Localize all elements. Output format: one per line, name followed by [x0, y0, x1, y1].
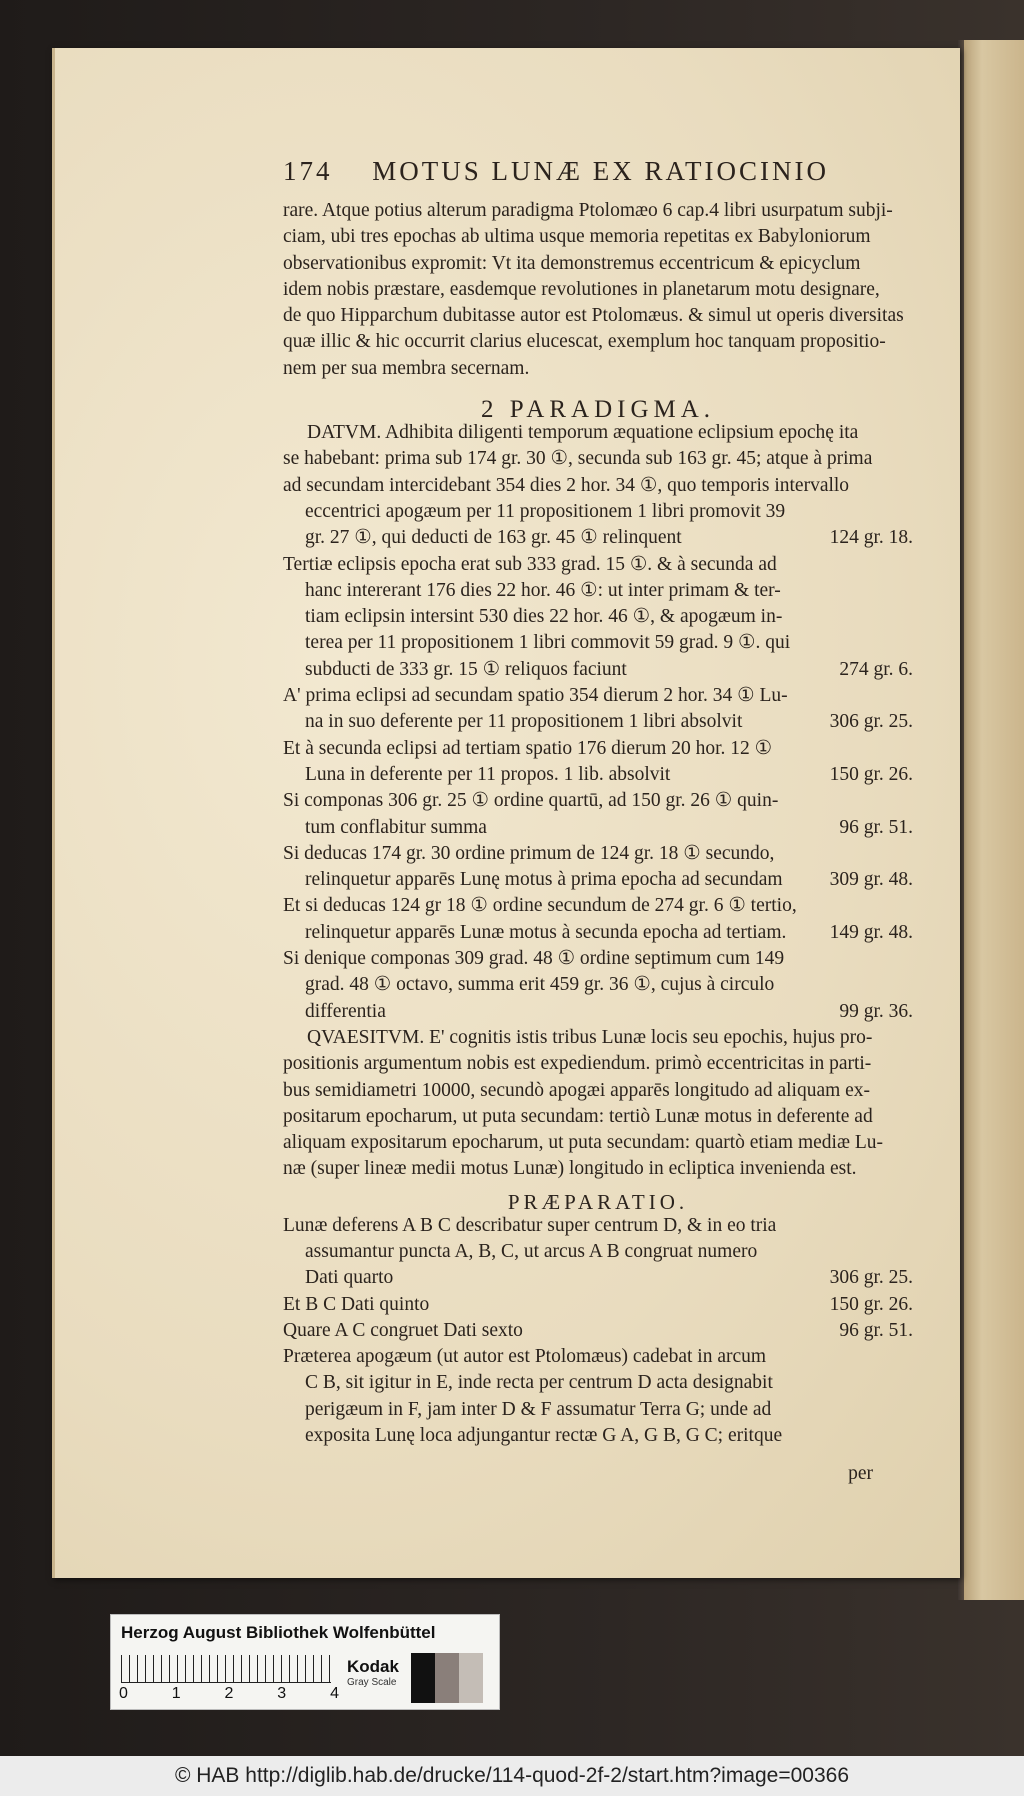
datum-line-text: Si componas 306 gr. 25 ① ordine quartū, ad 150 gr. 26 ① quin-: [283, 790, 779, 812]
datum-line-value: 274 gr. 6.: [839, 658, 913, 680]
datum-line: [283, 999, 913, 1025]
intro-line: de quo Hipparchum dubitasse autor est Ptolomæus. & simul ut operis diversitas: [283, 305, 904, 327]
praeparatio-line-text: Quare A C congruet Dati sexto: [283, 1319, 523, 1341]
datum-line: [283, 525, 913, 551]
praeparatio-line-value: [823, 1423, 913, 1449]
datum-line-value: [823, 736, 913, 762]
datum-line-text: Si deducas 174 gr. 30 ordine primum de 124 gr. 18 ① secundo,: [283, 842, 775, 864]
scale-ruler: [121, 1655, 331, 1683]
datum-line: [283, 920, 913, 946]
quaesitum-line: aliquam expositarum epocharum, ut puta secundam: quartò etiam mediæ Lu-: [283, 1132, 883, 1154]
datum-line-text: tiam eclipsin intersint 530 dies 22 hor. 46 ①, & apogæum in-: [305, 606, 783, 628]
intro-line: observationibus expromit: Vt ita demonstremus eccentricum & epicyclum: [283, 252, 861, 274]
praeparatio-line-value: 96 gr. 51.: [839, 1319, 913, 1341]
datum-line-value: [823, 499, 913, 525]
quaesitum-line: positarum epocharum, ut puta secundam: tertiò Lunæ motus in deferente ad: [283, 1105, 873, 1127]
praeparatio-line-value: 306 gr. 25.: [829, 1267, 913, 1289]
datum-line: [283, 657, 913, 683]
datum-line-value: 150 gr. 26.: [829, 763, 913, 785]
datum-line-value: 306 gr. 25.: [829, 711, 913, 733]
datum-line-value: [823, 604, 913, 630]
datum-line: [283, 762, 913, 788]
quaesitum-line: næ (super lineæ medii motus Lunæ) longitudo in ecliptica invenienda est.: [283, 1158, 857, 1180]
datum-line-text: se habebant: prima sub 174 gr. 30 ①, secunda sub 163 gr. 45; atque à prima: [283, 448, 873, 470]
datum-line: [283, 815, 913, 841]
datum-line-value: [823, 946, 913, 972]
copyright-footer[interactable]: © HAB http://diglib.hab.de/drucke/114-quod-2f-2/start.htm?image=00366: [0, 1756, 1024, 1796]
datum-line: [283, 446, 913, 472]
ruler-number: 2: [224, 1685, 234, 1702]
praeparatio-line: [283, 1344, 913, 1370]
datum-line-value: [858, 420, 913, 446]
intro-paragraph: [283, 198, 913, 382]
praeparatio-line: [283, 1213, 913, 1239]
datum-line: [283, 893, 913, 919]
intro-line: idem nobis præstare, easdemque revolutiones in planetarum motu designare,: [283, 278, 880, 300]
quaesitum-section: [283, 1025, 913, 1183]
datum-line: [283, 867, 913, 893]
datum-line: [283, 709, 913, 735]
datum-line-text: ad secundam intercidebant 354 dies 2 hor. 34 ①, quo temporis intervallo: [283, 474, 850, 496]
praeparatio-line-value: [823, 1370, 913, 1396]
datum-line-value: [823, 972, 913, 998]
gray-swatch-mid: [435, 1653, 459, 1703]
paradigma-heading: 2 PARADIGMA.: [480, 396, 716, 424]
page-number: 174: [283, 156, 333, 186]
praeparatio-line-value: [823, 1344, 913, 1370]
ruler-number: 1: [171, 1685, 181, 1702]
datum-line: [283, 604, 913, 630]
running-title: MOTUS LUNÆ EX RATIOCINIO: [372, 156, 829, 186]
ruler-number: 0: [119, 1685, 128, 1702]
datum-line: [283, 420, 913, 446]
datum-line-text: Et si deducas 124 gr 18 ① ordine secundum de 274 gr. 6 ① tertio,: [283, 895, 797, 917]
gray-scale-label: Gray Scale: [347, 1677, 397, 1688]
intro-line: nem per sua membra secernam.: [283, 357, 530, 379]
praeparatio-line-value: [823, 1239, 913, 1265]
kodak-logo: Kodak: [347, 1657, 399, 1676]
datum-line-text: hanc intererant 176 dies 22 hor. 46 ①: ut inter primam & ter-: [305, 579, 781, 601]
running-header: [283, 156, 843, 190]
ruler-numbers: [119, 1685, 339, 1703]
praeparatio-line-value: 150 gr. 26.: [829, 1293, 913, 1315]
quaesitum-line: positionis argumentum nobis est expediendum. primò eccentricitas in parti-: [283, 1053, 872, 1075]
facing-page-edge: [964, 40, 1024, 1600]
praeparatio-line: [283, 1265, 913, 1291]
intro-line: quæ illic & hic occurrit clarius elucescat, exemplum hoc tanquam propositio-: [283, 331, 886, 353]
datum-line: [283, 972, 913, 998]
datum-line: [283, 946, 913, 972]
praeparatio-line-text: assumantur puncta A, B, C, ut arcus A B congruat numero: [305, 1240, 758, 1262]
praeparatio-line-text: perigæum in F, jam inter D & F assumatur Terra G; unde ad: [305, 1398, 772, 1420]
datum-line-text: relinquetur apparēs Lunæ motus à secunda epocha ad tertiam.: [305, 921, 787, 943]
datum-line: [283, 736, 913, 762]
intro-line: rare. Atque potius alterum paradigma Ptolomæo 6 cap.4 libri usurpatum subji-: [283, 200, 893, 221]
datum-line-value: 124 gr. 18.: [829, 527, 913, 549]
praeparatio-section: [283, 1213, 913, 1450]
praeparatio-line-text: Et B C Dati quinto: [283, 1293, 430, 1315]
datum-line: [283, 499, 913, 525]
datum-line-value: [823, 893, 913, 919]
praeparatio-line: [283, 1292, 913, 1318]
datum-line-text: A' prima eclipsi ad secundam spatio 354 dierum 2 hor. 34 ① Lu-: [283, 685, 788, 707]
praeparatio-line-value: [823, 1213, 913, 1239]
datum-line-text: relinquetur apparēs Lunę motus à prima epocha ad secundam: [305, 869, 783, 891]
datum-line-value: [823, 630, 913, 656]
datum-line-text: Luna in deferente per 11 propos. 1 lib. absolvit: [305, 763, 671, 785]
datum-line-value: [823, 578, 913, 604]
datum-line-text: Et à secunda eclipsi ad tertiam spatio 176 dierum 20 hor. 12 ①: [283, 737, 773, 759]
datum-line-text: differentia: [305, 1000, 386, 1022]
praeparatio-line: [283, 1397, 913, 1423]
datum-line-text: Tertiæ eclipsis epocha erat sub 333 grad. 15 ①. & à secunda ad: [283, 553, 777, 575]
datum-line-value: [823, 788, 913, 814]
praeparatio-line-text: Dati quarto: [305, 1267, 394, 1289]
datum-line: [283, 552, 913, 578]
ruler-number: 3: [277, 1685, 287, 1702]
datum-line-value: [849, 473, 913, 499]
gray-swatch-black: [411, 1653, 435, 1703]
datum-line-value: [823, 552, 913, 578]
praeparatio-line-text: Lunæ deferens A B C describatur super centrum D, & in eo tria: [283, 1214, 777, 1236]
datum-line-text: Si denique componas 309 grad. 48 ① ordine septimum cum 149: [283, 948, 785, 970]
praeparatio-line-text: exposita Lunę loca adjungantur rectæ G A, G B, G C; eritque: [305, 1425, 783, 1447]
datum-line-value: 99 gr. 36.: [839, 1000, 913, 1022]
datum-line-text: tum conflabitur summa: [305, 816, 487, 838]
praeparatio-line: [283, 1318, 913, 1344]
datum-line: [283, 473, 913, 499]
datum-line-value: [823, 841, 913, 867]
datum-line-value: [872, 446, 913, 472]
datum-line: [283, 683, 913, 709]
praeparatio-line-text: C B, sit igitur in E, inde recta per centrum D acta designabit: [305, 1372, 773, 1394]
catchword: per: [848, 1463, 873, 1485]
datum-line-text: subducti de 333 gr. 15 ① reliquos faciunt: [305, 658, 627, 680]
datum-line-value: 309 gr. 48.: [829, 869, 913, 891]
ruler-number: 4: [330, 1685, 339, 1702]
library-color-card: [110, 1614, 500, 1710]
datum-line-text: terea per 11 propositionem 1 libri commovit 59 grad. 9 ①. qui: [305, 632, 791, 654]
datum-line-text: gr. 27 ①, qui deducti de 163 gr. 45 ① relinquent: [305, 527, 682, 549]
intro-line: ciam, ubi tres epochas ab ultima usque memoria repetitas ex Babyloniorum: [283, 226, 871, 248]
datum-line: [283, 630, 913, 656]
praeparatio-line: [283, 1370, 913, 1396]
praeparatio-line: [283, 1423, 913, 1449]
datum-section: [283, 420, 913, 1025]
datum-line-value: 96 gr. 51.: [839, 816, 913, 838]
datum-line-value: 149 gr. 48.: [829, 921, 913, 943]
praeparatio-line-value: [823, 1397, 913, 1423]
praeparatio-line-text: Præterea apogæum (ut autor est Ptolomæus) cadebat in arcum: [283, 1346, 767, 1368]
gray-swatch-light: [459, 1653, 483, 1703]
library-name: Herzog August Bibliothek Wolfenbüttel: [121, 1623, 436, 1642]
praeparatio-line: [283, 1239, 913, 1265]
quaesitum-line: bus semidiametri 10000, secundò apogæi apparēs longitudo ad aliquam ex-: [283, 1079, 871, 1101]
datum-line-value: [823, 683, 913, 709]
quaesitum-line: QVAESITVM. E' cognitis istis tribus Lunæ locis seu epochis, hujus pro-: [307, 1026, 873, 1048]
page-body: [283, 198, 913, 1487]
datum-line-text: na in suo deferente per 11 propositionem 1 libri absolvit: [305, 711, 743, 733]
praeparatio-heading: PRÆPARATIO.: [507, 1189, 689, 1214]
datum-line-text: eccentrici apogæum per 11 propositionem 1 libri promovit 39: [305, 500, 786, 522]
datum-line: [283, 841, 913, 867]
datum-line: [283, 578, 913, 604]
datum-line: [283, 788, 913, 814]
datum-line-text: DATVM. Adhibita diligenti temporum æquatione eclipsium epochę ita: [307, 422, 859, 444]
datum-line-text: grad. 48 ① octavo, summa erit 459 gr. 36 ①, cujus à circulo: [305, 974, 775, 996]
